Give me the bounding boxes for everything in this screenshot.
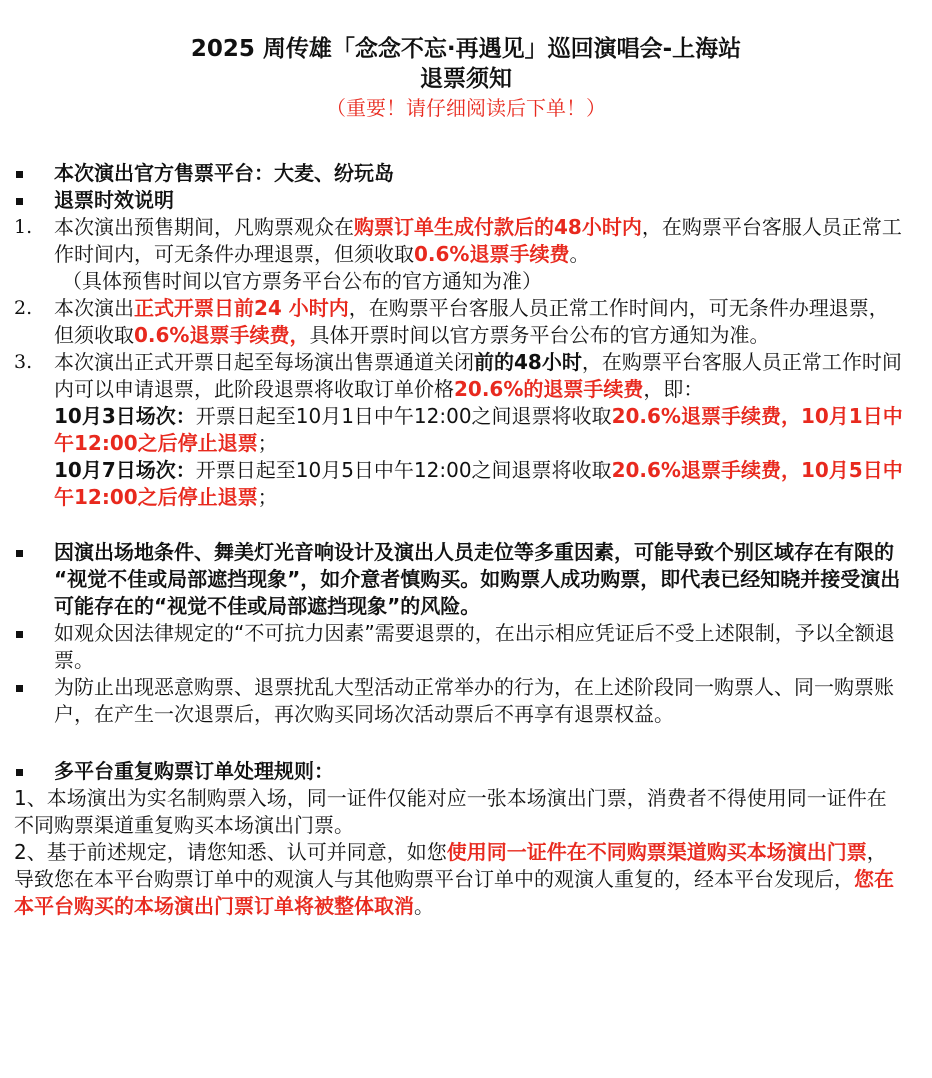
rule-text: 本次演出正式开票日起至每场演出售票通道关闭 <box>54 350 474 374</box>
rule-highlight: 使用同一证件在不同购票渠道购买本场演出门票 <box>446 840 867 864</box>
bullet-anti-abuse <box>0 674 932 728</box>
rule-item-2 <box>0 295 932 349</box>
rule-highlight: 您在本平台购买的本场演出门票订单将被整体取消 <box>14 867 894 918</box>
rule-number: 1. <box>14 216 33 238</box>
bullet-square-icon <box>16 769 23 776</box>
rule-bold: 前的48小时 <box>474 350 582 374</box>
session-text: ； <box>257 485 278 509</box>
rule-highlight: 0.6%退票手续费， <box>134 323 310 347</box>
bullet-square-icon <box>16 685 23 692</box>
rule-text: ，即： <box>643 377 704 401</box>
anti-abuse-text: 为防止出现恶意购票、退票扰乱大型活动正常举办的行为，在上述阶段同一购票人、同一购票账户，在产生一次退票后，再次购买同场次活动票后不再享有退票权益。 <box>54 675 894 726</box>
bullet-refund-timing <box>0 187 932 214</box>
session-text: ； <box>257 431 278 455</box>
session-label: 10月3日场次： <box>54 404 196 428</box>
official-platforms-text: 本次演出官方售票平台：大麦、纷玩岛 <box>54 161 394 185</box>
rule-text: ，在购票平台客服人员正常工作时间内，可无条件办理退票，但须收取 <box>54 215 902 266</box>
session-highlight: 20.6%退票手续费，10月1日中午12:00之后停止退票 <box>54 404 903 455</box>
multi-platform-rule-1: 1、本场演出为实名制购票入场，同一证件仅能对应一张本场演出门票，消费者不得使用同一证件在不同购票渠道重复购买本场演出门票。 <box>14 786 887 837</box>
session-text: 开票日起至10月1日中午12:00之间退票将收取 <box>195 404 612 428</box>
bullet-visibility-notice <box>0 539 932 620</box>
rule-highlight: 购票订单生成付款后的48小时内 <box>354 215 642 239</box>
rule-item-3 <box>0 349 932 403</box>
multi-platform-rule-2 <box>0 839 932 920</box>
rule-item-1 <box>0 214 932 268</box>
rule-text: 。 <box>569 242 590 266</box>
rule-text: 本次演出预售期间，凡购票观众在 <box>54 215 354 239</box>
session-highlight: 20.6%退票手续费，10月5日中午12:00之后停止退票 <box>54 458 903 509</box>
rule-text: 2、基于前述规定，请您知悉、认可并同意，如您 <box>14 840 447 864</box>
bullet-square-icon <box>16 171 23 178</box>
refund-timing-heading: 退票时效说明 <box>54 188 174 212</box>
multi-platform-heading: 多平台重复购票订单处理规则： <box>54 759 334 783</box>
important-notice: （重要！请仔细阅读后下单！） <box>326 96 606 120</box>
rule-text: ，在购票平台客服人员正常工作时间内，可无条件办理退票，但须收取 <box>54 296 889 347</box>
bullet-square-icon <box>16 198 23 205</box>
rule-text: 具体开票时间以官方票务平台公布的官方通知为准。 <box>309 323 770 347</box>
rule-item-1-note: （具体预售时间以官方票务平台公布的官方通知为准） <box>62 269 542 293</box>
session-oct-3 <box>0 403 932 457</box>
bullet-official-platforms <box>0 160 932 187</box>
rule-number: 2. <box>14 297 33 319</box>
rule-text: 本次演出 <box>54 296 134 320</box>
session-label: 10月7日场次： <box>54 458 196 482</box>
force-majeure-text: 如观众因法律规定的“不可抗力因素”需要退票的，在出示相应凭证后不受上述限制，予以全额退票。 <box>54 621 895 672</box>
rule-highlight: 0.6%退票手续费 <box>414 242 570 266</box>
document-title-line1: 2025 周传雄「念念不忘·再遇见」巡回演唱会-上海站 <box>190 36 742 62</box>
session-text: 开票日起至10月5日中午12:00之间退票将收取 <box>195 458 612 482</box>
rule-text: 。 <box>414 894 434 918</box>
visibility-notice-text: 因演出场地条件、舞美灯光音响设计及演出人员走位等多重因素，可能导致个别区域存在有限的 “视觉不佳或局部遮挡现象”，如介意者慎购买。如购票人成功购票，即代表已经知晓并接受演出可能存在的“视觉不佳或局部遮挡现象”的风险。 <box>54 540 901 618</box>
bullet-force-majeure <box>0 620 932 674</box>
document-title-line2: 退票须知 <box>420 66 512 92</box>
rule-text: ，在购票平台客服人员正常工作时间内可以申请退票，此阶段退票将收取订单价格 <box>54 350 902 401</box>
rule-highlight: 20.6%的退票手续费 <box>454 377 644 401</box>
rule-text: ，导致您在本平台购票订单中的观演人与其他购票平台订单中的观演人重复的，经本平台发现后， <box>14 840 887 891</box>
rule-highlight: 正式开票日前24 小时内 <box>134 296 349 320</box>
bullet-square-icon <box>16 631 23 638</box>
bullet-square-icon <box>16 550 23 557</box>
bullet-multi-platform-rules <box>0 758 932 785</box>
session-oct-7 <box>0 457 932 511</box>
rule-number: 3. <box>14 351 33 373</box>
